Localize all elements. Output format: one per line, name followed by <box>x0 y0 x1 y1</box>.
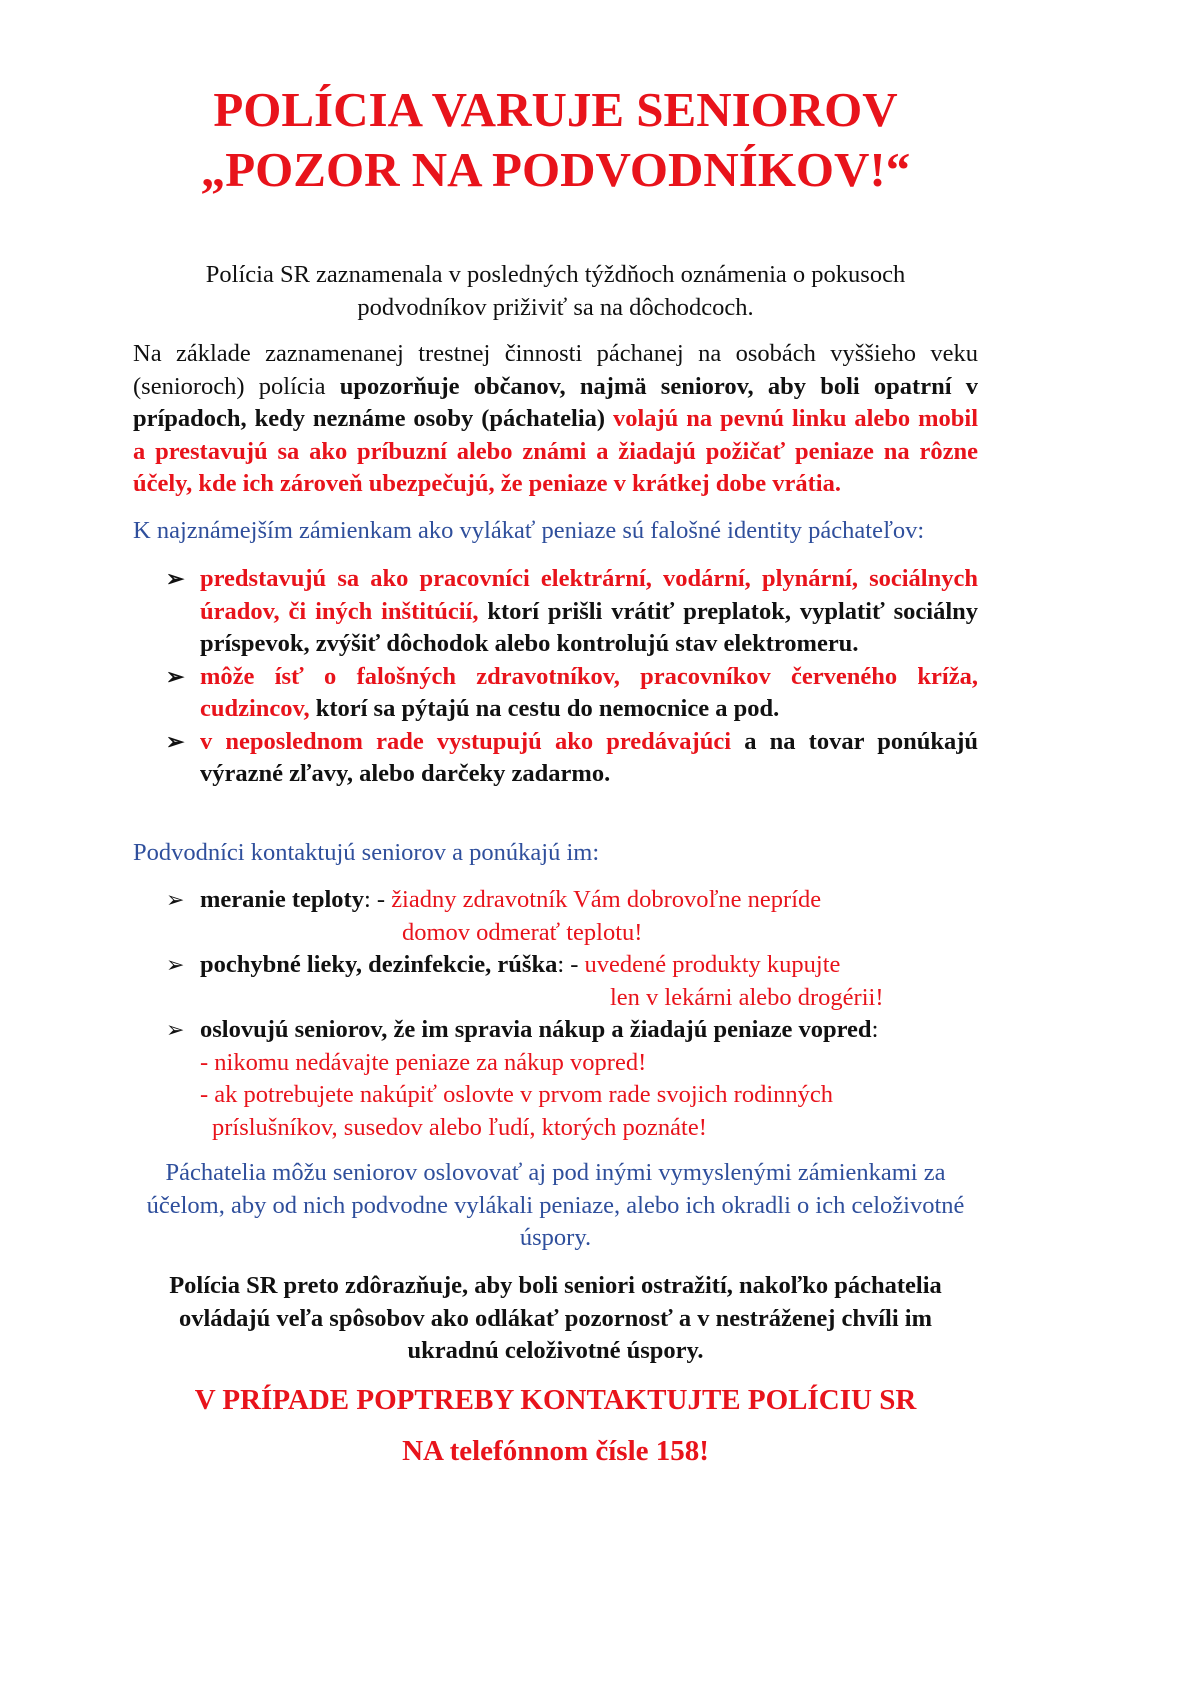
list-item <box>133 726 978 791</box>
contact-line-1: V PRÍPADE POPTREBY KONTAKTUJTE POLÍCIU SR <box>194 1384 917 1416</box>
item-advice-cont: len v lekárni alebo drogérii! <box>610 983 884 1011</box>
identities-list <box>133 563 978 791</box>
item-separator: : <box>871 1016 879 1043</box>
section-heading-offers: Podvodníci kontaktujú seniorov a ponúkajú im: <box>133 839 600 866</box>
item-advice: uvedené produkty kupujte <box>584 951 841 978</box>
arrow-bullet-icon: ➢ <box>166 728 185 754</box>
item-label: meranie teploty <box>200 886 364 913</box>
offers-list <box>133 884 978 1144</box>
main-paragraph <box>133 338 978 501</box>
bold-paragraph: Polícia SR preto zdôrazňuje, aby boli seniori ostražití, nakoľko páchatelia ovládajú veľa spôsobov ako odlákať pozornosť a v nestráženej chvíli im ukradnú celoživotné úspory. <box>169 1272 942 1364</box>
item-advice: - nikomu nedávajte peniaze za nákup vopred! <box>200 1048 647 1076</box>
main-warning: upozorňuje občanov, najmä seniorov, aby boli opatrní v prípadoch, kedy neznáme osoby (páchatelia) <box>133 372 978 432</box>
item-text: ktorí sa pýtajú na cestu do nemocnice a pod. <box>309 695 780 722</box>
item-advice-cont: príslušníkov, susedov alebo ľudí, ktorých poznáte! <box>212 1113 707 1141</box>
arrow-bullet-icon: ➢ <box>166 887 185 912</box>
list-item <box>133 563 978 661</box>
list-item <box>133 884 978 949</box>
item-red-text: môže ísť o falošných zdravotníkov, pracovníkov červeného kríža, cudzincov, <box>200 662 978 722</box>
intro-paragraph: Polícia SR zaznamenala v posledných týždňoch oznámenia o pokusoch podvodníkov priživiť sa na dôchodcoch. <box>205 261 906 321</box>
item-text: a na tovar ponúkajú výrazné zľavy, alebo darčeky zadarmo. <box>200 727 978 787</box>
section-heading-identities: K najznámejším zámienkam ako vylákať peniaze sú falošné identity páchateľov: <box>133 517 925 544</box>
item-label: pochybné lieky, dezinfekcie, rúška <box>200 951 558 978</box>
item-advice: žiadny zdravotník Vám dobrovoľne nepríde <box>391 886 822 913</box>
main-text: Na základe zaznamenanej trestnej činnosti páchanej na osobách vyššieho veku (senioroch) polícia <box>133 340 978 400</box>
list-item <box>133 1014 978 1144</box>
arrow-bullet-icon: ➢ <box>166 566 185 591</box>
arrow-bullet-icon: ➢ <box>166 663 185 689</box>
title-line-2: „POZOR NA PODVODNÍKOV!“ <box>200 142 911 197</box>
list-item <box>133 661 978 726</box>
item-advice-cont: domov odmerať teplotu! <box>402 918 643 946</box>
item-label: oslovujú seniorov, že im spravia nákup a žiadajú peniaze vopred <box>200 1016 872 1043</box>
page-title <box>133 80 978 200</box>
item-separator: : - <box>557 951 585 978</box>
arrow-bullet-icon: ➢ <box>166 952 185 977</box>
item-separator: : - <box>363 886 392 913</box>
item-text: ktorí prišli vrátiť preplatok, vyplatiť sociálny príspevok, zvýšiť dôchodok alebo kontrolujú stav elektromeru. <box>200 597 979 657</box>
list-item <box>133 949 978 1014</box>
main-warning-red: volajú na pevnú linku alebo mobil a prestavujú sa ako príbuzní alebo známi a žiadajú požičať peniaze na rôzne účely, kde ich zároveň ubezpečujú, že peniaze v krátkej dobe vrátia. <box>133 405 979 497</box>
item-red-text: predstavujú sa ako pracovníci elektrární, vodární, plynární, sociálnych úradov, či iných inštitúcií, <box>200 565 978 625</box>
item-advice-cont: - ak potrebujete nakúpiť oslovte v prvom rade svojich rodinných <box>200 1081 834 1108</box>
contact-line-2: NA telefónnom čísle 158! <box>402 1435 709 1467</box>
item-red-text: v neposlednom rade vystupujú ako predávajúci <box>200 727 732 755</box>
title-line-1: POLÍCIA VARUJE SENIOROV <box>213 82 898 137</box>
arrow-bullet-icon: ➢ <box>166 1017 185 1042</box>
blue-paragraph: Páchatelia môžu seniorov oslovovať aj pod inými vymyslenými zámienkami za účelom, aby od nich podvodne vylákali peniaze, alebo ich okradli o ich celoživotné úspory. <box>146 1159 965 1251</box>
